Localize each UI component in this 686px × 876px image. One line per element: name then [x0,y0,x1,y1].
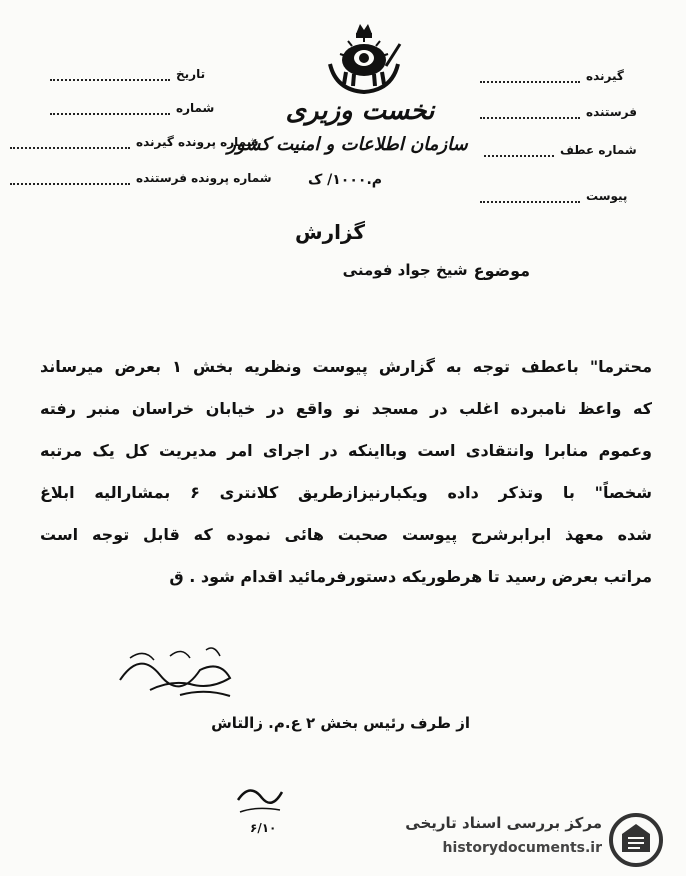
number-label: شماره [176,101,215,115]
body-line-3: وعموم منابرا وانتقادی است وبااینکه در اجرای امر مدیریت کل یک مرتبه [40,441,652,460]
attachment-field [480,184,627,208]
sender-dotted-line [480,105,580,119]
from-line: از طرف رئیس بخش ۲ ع.م. زالتاش [211,714,470,732]
receiver-file-field [10,130,259,154]
sender-file-dotted-line [10,171,130,185]
watermark-url: historydocuments.ir [442,840,602,856]
date-dotted-line [50,67,170,81]
document-heading: گزارش [294,220,366,244]
receiver-file-label: شماره پرونده گیرنده [136,135,259,149]
reference-dotted-line [484,143,554,157]
body-line-4: شخصاً" با وتذکر داده ویکبارنیزازطریق کلانتری ۶ بمشارالیه ابلاغ [40,483,652,502]
attachment-label: پیوست [586,189,628,203]
sender-label: فرستنده [586,105,637,119]
archive-logo-icon [608,812,664,868]
reference-number: م.۱۰۰۰/ ک [307,172,383,188]
signature [110,640,260,710]
reference-label: شماره عطف [560,143,637,157]
lion-and-sun-emblem [316,20,412,94]
sender-file-field [10,166,272,190]
org-subtitle: سازمان اطلاعات و امنیت کشور [227,134,468,155]
subject-line [250,255,530,285]
date-label: تاریخ [176,67,206,81]
subject-value: شیخ جواد فومنی [342,261,468,279]
date-field [50,62,205,86]
body-text [40,346,652,598]
body-line-6: مراتب بعرض رسید تا هرطوریکه دستورفرمائید اقدام شود . ق [169,567,652,586]
recipient-dotted-line [480,69,580,83]
margin-note: ۶/۱۰ [250,821,277,835]
recipient-label: گیرنده [586,69,624,83]
watermark-title: مرکز بررسی اسناد تاریخی [405,814,602,832]
attachment-dotted-line [480,189,580,203]
reference-field [484,138,637,162]
subject-label: موضوع [473,260,530,280]
watermark [400,808,670,868]
sender-field [480,100,637,124]
body-line-5: شده معهذ ابرابرشرح پیوست صحبت هائی نموده که قابل توجه است [40,525,652,544]
body-line-2: که واعظ نامبرده اغلب در مسجد نو واقع در خیابان خراسان منبر رفته [40,399,652,418]
receiver-file-dotted-line [10,135,130,149]
margin-note-scribble [230,780,290,840]
recipient-field [480,64,624,88]
org-title: نخست وزیری [285,96,435,126]
sender-file-label: شماره پرونده فرستنده [136,171,272,185]
number-field [50,96,214,120]
body-line-1: محترما" باعطف توجه به گزارش پیوست ونظریه بخش ۱ بعرض میرساند [40,357,652,376]
number-dotted-line [50,101,170,115]
